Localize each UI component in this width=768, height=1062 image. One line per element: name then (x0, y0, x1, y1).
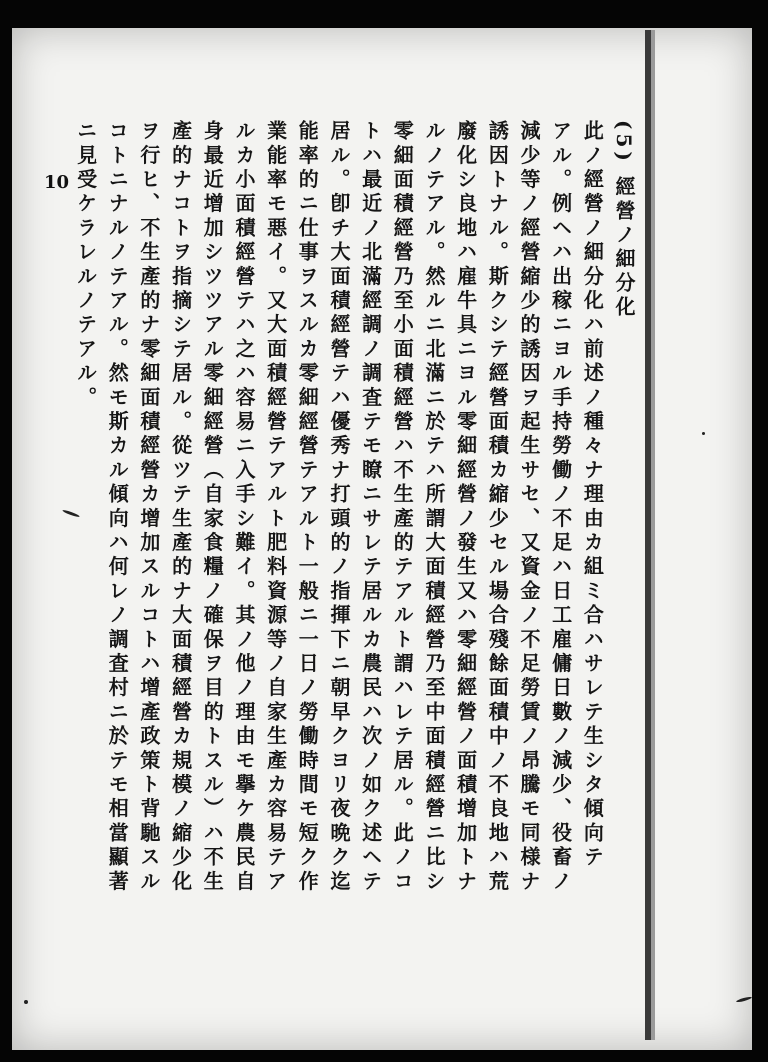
section-heading: (5) 經營ノ細分化 (612, 120, 636, 320)
text-column: トハ最近ノ北滿經調ノ調査テモ瞭ニサレテ居ルカ農民ハ次ノ如ク述ヘテ (358, 120, 383, 895)
text-column: 誘因トナル。斯クシテ經營面積カ縮少セル場合殘餘面積中ノ不良地ハ荒 (485, 120, 510, 895)
print-speck (702, 432, 705, 435)
text-column: 廢化シ良地ハ雇牛具ニヨル零細經營ノ發生又ハ零細經營ノ面積增加トナ (453, 120, 478, 895)
text-column: 身最近增加シツツアル零細經營（自家食糧ノ確保ヲ目的トスル）ハ不生 (200, 120, 225, 895)
text-column: コトニナルノテアル。然モ斯カル傾向ハ何レノ調査村ニ於テモ相當顯著 (105, 120, 130, 895)
page-number: 10 (44, 172, 70, 193)
text-column: ルノテアル。然ルニ北滿ニ於テハ所謂大面積經營乃至中面積經營ニ比シ (421, 120, 446, 895)
text-column: 居ル。卽チ大面積經營テハ優秀ナ打頭的ノ指揮下ニ朝早クヨリ夜晩ク迄 (326, 120, 351, 895)
text-column: 此ノ經營ノ細分化ハ前述ノ種々ナ理由カ組ミ合ハサレテ生シタ傾向テ (580, 120, 605, 871)
text-column: ルカ小面積經營テハ之ハ容易ニ入手シ難イ。其ノ他ノ理由モ擧ケ農民自 (231, 120, 256, 895)
text-column: ヲ行ヒ、不生產的ナ零細面積經營カ增加スルコトハ增產政策ト背馳スル (136, 120, 161, 895)
page-gutter-shadow (651, 30, 655, 1040)
text-column: アル。例ヘハ出稼ニヨル手持勞働ノ不足ハ日工雇傭日數ノ減少、役畜ノ (548, 120, 573, 895)
print-speck (24, 1000, 28, 1004)
text-column: 業能率モ悪イ。又大面積經營テアルト肥料資源等ノ自家生產カ容易テア (263, 120, 288, 895)
text-column: 減少等ノ經營縮少的誘因ヲ起生サセ、又資金ノ不足勞賃ノ昂騰モ同様ナ (516, 120, 541, 895)
text-column: 產的ナコトヲ指摘シテ居ル。從ツテ生產的ナ大面積經營カ規模ノ縮少化 (168, 120, 193, 895)
text-column: 能率的ニ仕事ヲスルカ零細經營テアルト一般ニ一日ノ勞働時間モ短ク作 (295, 120, 320, 895)
text-column: ニ見受ケラレルノテアル。 (73, 120, 98, 411)
text-column: 零細面積經營乃至小面積經營ハ不生產的テアルト謂ハレテ居ル。此ノコ (390, 120, 415, 895)
vertical-text-block (70, 120, 640, 970)
